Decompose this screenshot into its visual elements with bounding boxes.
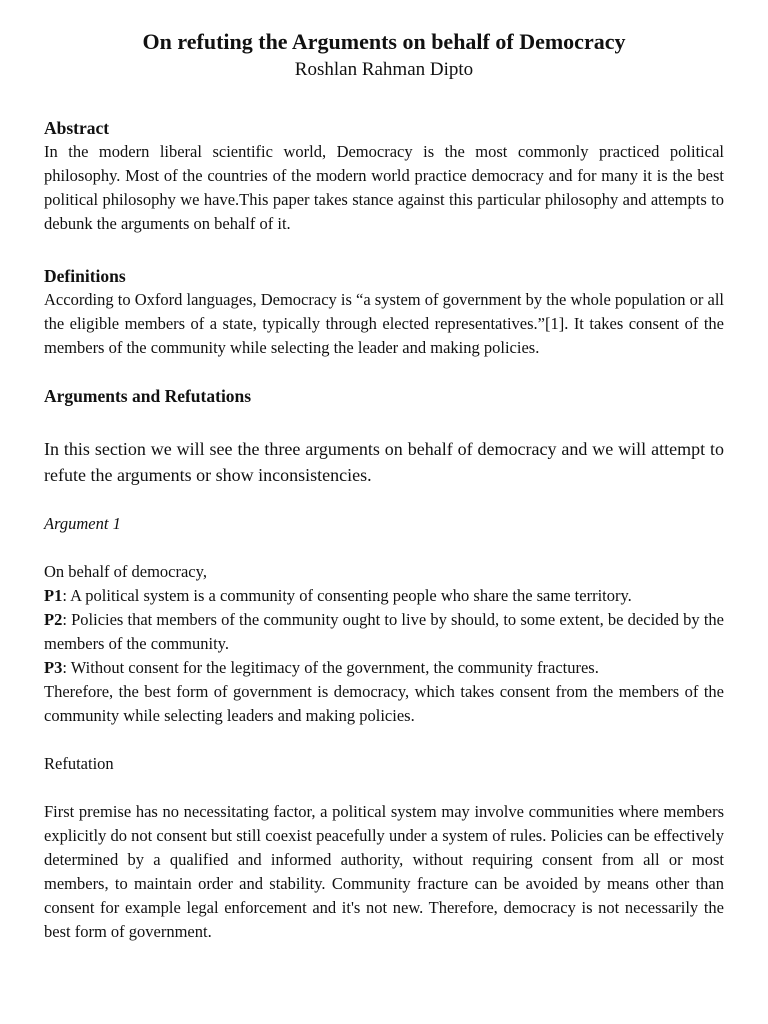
abstract-text: In the modern liberal scientific world, Democracy is the most commonly practiced political philosophy. Most of the countries of the modern world practice democracy and for many it is the best political philosophy we have.This paper takes stance against this particular philosophy and attempts to debunk the arguments on behalf of it.: [44, 142, 724, 233]
argument-1-conclusion: Therefore, the best form of government is democracy, which takes consent from the members of the community while selecting leaders and making policies.: [44, 682, 724, 725]
premise-3-text: : Without consent for the legitimacy of the government, the community fractures.: [62, 658, 599, 677]
premise-3-label: P3: [44, 658, 63, 677]
premise-3: [44, 656, 724, 680]
premise-1-label: P1: [44, 586, 63, 605]
refutation-text: First premise has no necessitating factor, a political system may involve communities where members explicitly do not consent but still coexist peacefully under a system of rules. Policies can be effectively determined by a qualified and informed authority, without requiring consent from all or most members, to maintain order and stability. Community fracture can be avoided by means other than consent for example legal enforcement and it's not new. Therefore, democracy is not necessarily the best form of government.: [44, 802, 724, 941]
document-page: [44, 28, 724, 944]
argument-1-lead: On behalf of democracy,: [44, 562, 207, 581]
arguments-heading: Arguments and Refutations: [44, 386, 252, 406]
paper-title: On refuting the Arguments on behalf of Democracy: [142, 29, 626, 54]
paper-author: Roshlan Rahman Dipto: [294, 59, 474, 80]
arguments-intro: In this section we will see the three arguments on behalf of democracy and we will attempt to refute the arguments or show inconsistencies.: [44, 439, 724, 485]
premise-2-label: P2: [44, 610, 63, 629]
definitions-heading: Definitions: [44, 266, 126, 286]
argument-1-label: Argument 1: [44, 514, 121, 533]
refutation-label: Refutation: [44, 754, 114, 773]
definitions-text: According to Oxford languages, Democracy is “a system of government by the whole population or all the eligible members of a state, typically through elected representatives.”[1]. It takes consent of the members of the community while selecting the leader and making policies.: [44, 290, 724, 357]
premise-2-text: : Policies that members of the community ought to live by should, to some extent, be decided by the members of the community.: [44, 610, 724, 653]
premise-1-text: : A political system is a community of consenting people who share the same territory.: [62, 586, 632, 605]
abstract-heading: Abstract: [44, 118, 110, 138]
premise-1: [44, 584, 724, 608]
premise-2: [44, 608, 724, 656]
